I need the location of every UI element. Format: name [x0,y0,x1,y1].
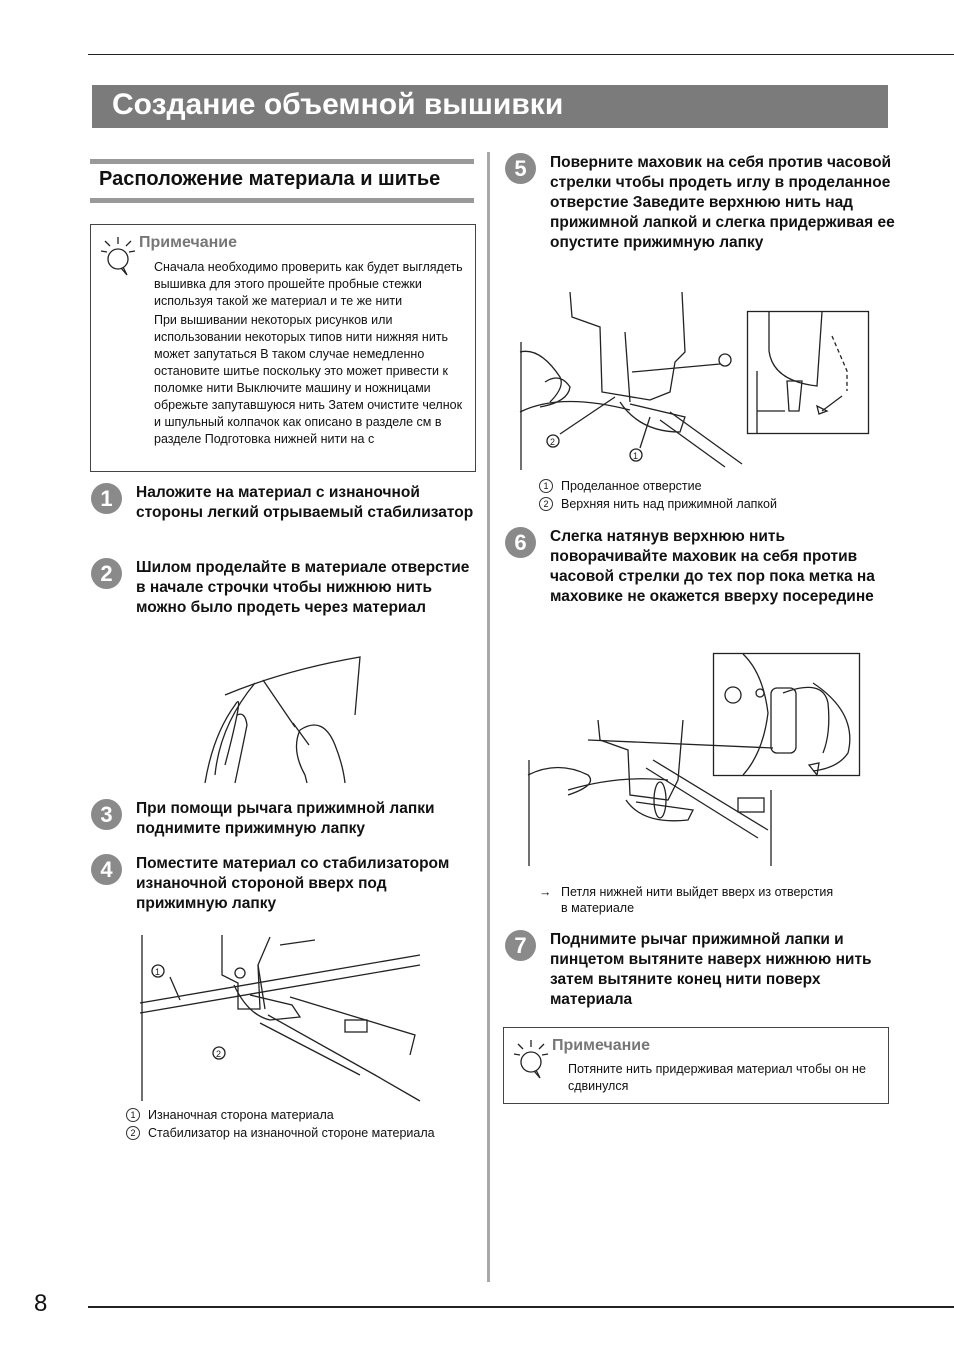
step-text: Слегка натянув верхнюю нить поворачивайте маховик на себя против часовой стрелки до тех пор пока метка на маховике не окажется вверху посередине [550,528,875,605]
step-text: Поместите материал со стабилизатором изнаночной стороной вверх под прижимную лапку [136,855,450,912]
chapter-banner [92,85,888,128]
caption-text: Верхняя нить над прижимной лапкой [561,497,777,511]
note-paragraph: Сначала необходимо проверить как будет выглядеть вышивка для этого прошейте пробные стежки используя такой же материал и те же нити [154,260,463,308]
figure-caption-1 [539,477,702,495]
step-5 [505,153,915,277]
caption-number: 1 [126,1108,140,1122]
step-text: Наложите на материал с изнаночной стороны легкий отрываемый стабилизатор [136,484,474,521]
caption-number: 2 [539,497,553,511]
step-number-badge: 1 [91,483,122,514]
svg-text:1: 1 [155,967,161,977]
section-heading [90,159,474,203]
step-number-badge: 7 [505,930,536,961]
svg-text:2: 2 [216,1049,222,1059]
step-7 [505,930,915,1014]
caption-number: 2 [126,1126,140,1140]
top-rule [88,54,954,55]
note-text [154,259,470,450]
note-paragraph: При вышивании некоторых рисунков или использовании некоторых типов нити нижняя нить может запутаться В таком случае немедленно остановите шитье поскольку это может привести к поломке нити Выключите машину и ножницами обрежьте запутавшуюся нить Затем очистите челнок и шпульный колпачок как описано в разделе см в разделе Подготовка нижней нити на с [154,313,463,446]
note-title: Примечание [552,1037,651,1054]
page-number: 8 [34,1290,48,1317]
column-divider [487,152,490,1282]
result-text: в материале [561,901,635,915]
result-text: Петля нижней нити выйдет вверх из отверстия [561,885,834,899]
note-box-2 [503,1027,889,1104]
needle-through-hole-illustration [520,292,742,472]
step-text: При помощи рычага прижимной лапки поднимите прижимную лапку [136,800,435,837]
svg-text:1: 1 [633,451,639,461]
caption-text: Стабилизатор на изнаночной стороне материала [148,1126,435,1140]
step-number-badge: 5 [505,153,536,184]
step-number-badge: 2 [91,558,122,589]
note-bulb-icon [514,1038,548,1078]
section-title: Расположение материала и шитье [99,168,441,190]
step-text: Шилом проделайте в материале отверстие в начале строчки чтобы нижнюю нить можно было продеть через материал [136,559,470,616]
section-rule-bottom [90,198,474,203]
step-number-badge: 4 [91,854,122,885]
note-title: Примечание [139,234,238,251]
note-box-1 [90,224,476,472]
figure-caption-1 [126,1106,334,1124]
svg-text:2: 2 [550,437,556,447]
figure-caption-2 [126,1124,435,1142]
awl-illustration [195,655,370,785]
caption-number: 1 [539,479,553,493]
arrow-icon: → [539,885,552,899]
step-4 [91,854,491,918]
handwheel-inset [713,653,860,776]
section-rule-top [90,159,474,164]
step-number-badge: 6 [505,527,536,558]
step-1 [91,483,491,547]
caption-text: Изнаночная сторона материала [148,1108,334,1122]
note-text: Потяните нить придерживая материал чтобы он не сдвинулся [568,1062,866,1093]
foot-detail-inset [747,311,869,434]
step-6 [505,527,915,631]
figure-caption-2 [539,495,777,513]
bottom-rule [88,1306,954,1308]
fabric-under-foot-illustration [140,935,422,1103]
chapter-title: Создание объемной вышивки [112,88,564,121]
caption-text: Проделанное отверстие [561,479,702,493]
step-3 [91,799,491,843]
step-text: Поднимите рычаг прижимной лапки и пинцетом вытяните наверх нижнюю нить затем вытяните конец нити поверх материала [550,931,872,1008]
step-2 [91,558,491,642]
step-text: Поверните маховик на себя против часовой стрелки чтобы продеть иглу в проделанное отверстие Заведите верхнюю нить над прижимной лапкой и слегка придерживая ее опустите прижимную лапку [550,154,895,251]
step-number-badge: 3 [91,799,122,830]
note-bulb-icon [101,235,135,275]
result-line-2 [561,899,634,917]
